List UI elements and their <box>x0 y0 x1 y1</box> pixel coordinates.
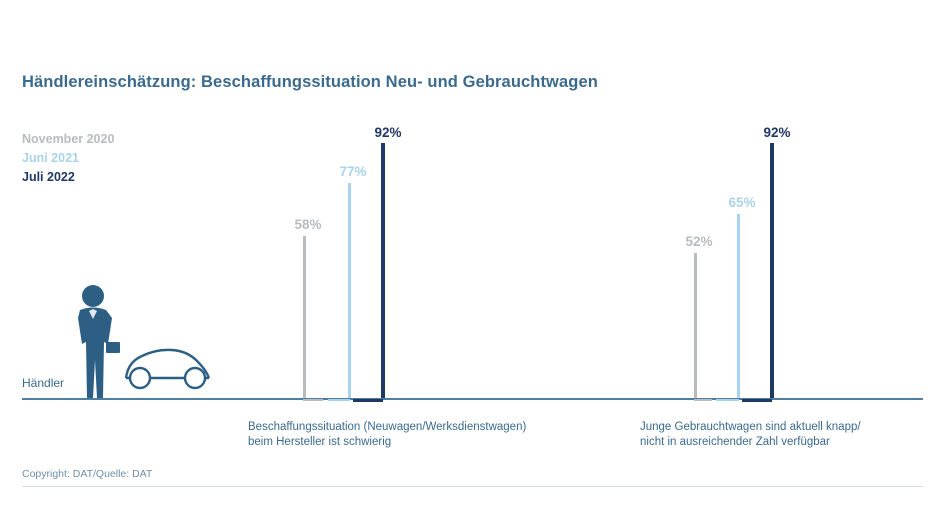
page-title: Händlereinschätzung: Beschaffungssituation Neu- und Gebrauchtwagen <box>22 73 598 91</box>
group-caption-1-line1: Beschaffungssituation (Neuwagen/Werksdienstwagen) <box>248 421 527 433</box>
bar-value-g2-s1: 52% <box>685 234 713 249</box>
bar-value-g1-s3: 92% <box>374 125 402 140</box>
bar-value-g2-s2: 65% <box>728 195 756 210</box>
group-caption-1-line2: beim Hersteller ist schwierig <box>248 436 392 448</box>
group-caption-2 <box>640 420 861 450</box>
axis-label-haendler: Händler <box>22 376 65 390</box>
footer-divider <box>22 486 923 487</box>
bar-foot-g1-s1 <box>303 399 323 401</box>
bar-foot-g2-s2 <box>716 399 739 401</box>
baseline-axis <box>22 398 923 400</box>
bar-value-g2-s3: 92% <box>763 125 791 140</box>
bar-foot-g2-s1 <box>694 399 712 401</box>
group-caption-1 <box>248 420 526 450</box>
bar-value-g1-s2: 77% <box>339 164 367 179</box>
chart-legend <box>22 130 114 187</box>
bar-value-g1-s1: 58% <box>294 217 322 232</box>
legend-item-november-2020: November 2020 <box>22 132 115 146</box>
copyright-text: Copyright: DAT/Quelle: DAT <box>22 468 153 480</box>
legend-item-juli-2022: Juli 2022 <box>22 170 75 184</box>
bar-foot-g1-s3 <box>353 399 383 402</box>
group-caption-2-line1: Junge Gebrauchtwagen sind aktuell knapp/ <box>640 421 861 433</box>
dealer-pictogram <box>60 282 220 405</box>
legend-item-juni-2021: Juni 2021 <box>22 151 79 165</box>
bar-foot-g2-s3 <box>742 399 772 402</box>
group-caption-2-line2: nicht in ausreichender Zahl verfügbar <box>640 436 830 448</box>
bar-foot-g1-s2 <box>328 399 350 401</box>
